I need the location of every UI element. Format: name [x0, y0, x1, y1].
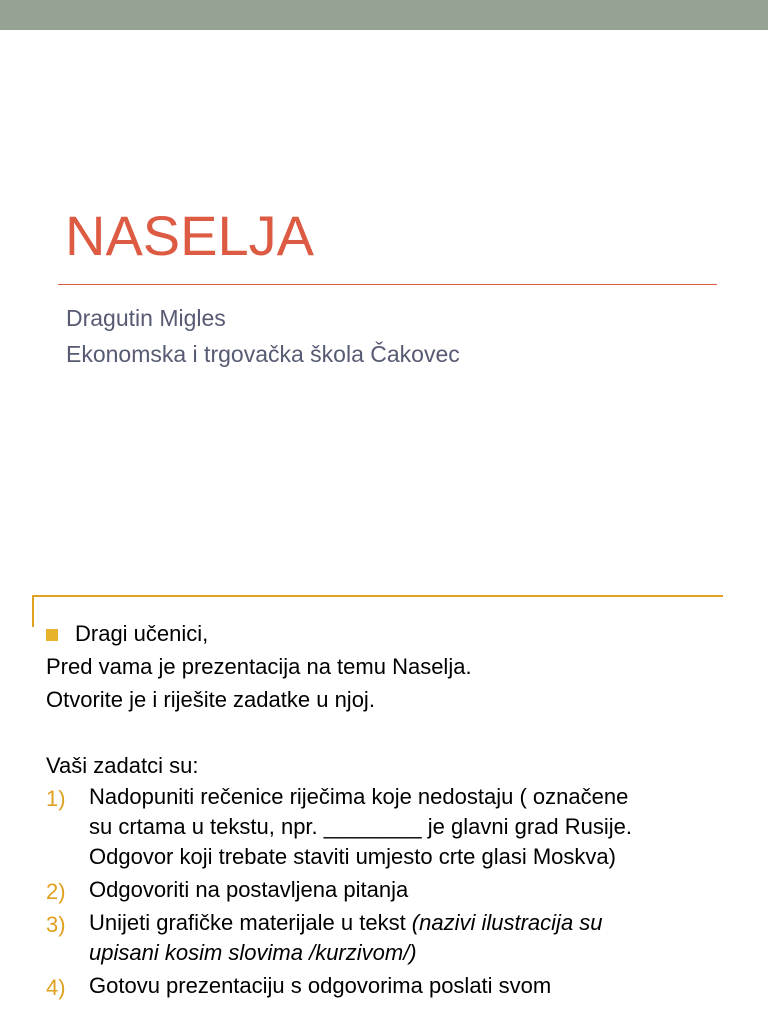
task-text-line: Nadopuniti rečenice riječima koje nedostaju ( označene: [89, 784, 629, 809]
task-text-line: su crtama u tekstu, npr. ________ je glavni grad Rusije.: [89, 814, 632, 839]
task-item-4: [46, 971, 736, 1001]
task-text-line: Gotovu prezentaciju s odgovorima poslati svom: [89, 973, 552, 998]
task-item-2: [46, 875, 736, 905]
task-text-italic: upisani kosim slovima /kurzivom/): [89, 940, 417, 965]
top-band: [0, 0, 768, 30]
instructions-slide: [0, 592, 768, 1024]
task-text-line: Odgovor koji trebate staviti umjesto crte glasi Moskva): [89, 844, 616, 869]
school-name: Ekonomska i trgovačka škola Čakovec: [66, 341, 460, 367]
slide-gap: [0, 578, 768, 592]
task-text-line: Odgovoriti na postavljena pitanja: [89, 877, 409, 902]
task-number: 4): [46, 975, 66, 1000]
task-text-line: [89, 908, 736, 938]
slide-subtitle: [66, 300, 460, 372]
task-text-italic: (nazivi ilustracija su: [411, 910, 603, 935]
task-text-plain: Unijeti grafičke materijale u tekst: [89, 910, 412, 935]
greeting-text: Dragi učenici,: [75, 621, 209, 646]
slide-left-border: [32, 595, 34, 627]
intro-line-2: Otvorite je i riješite zadatke u njoj.: [46, 687, 375, 712]
task-number: 1): [46, 786, 66, 811]
task-text-line: [89, 938, 736, 968]
task-item-3: [46, 908, 736, 968]
task-number: 2): [46, 879, 66, 904]
author-name: Dragutin Migles: [66, 305, 226, 331]
title-slide: [0, 30, 768, 578]
slide-top-border: [32, 595, 723, 597]
tasks-heading: Vaši zadatci su:: [46, 753, 199, 778]
instructions-content: [46, 617, 736, 1004]
slide-title: NASELJA: [65, 204, 314, 267]
title-divider: [58, 284, 717, 285]
paragraph-spacer: [46, 716, 736, 749]
intro-line-1: Pred vama je prezentacija na temu Naselja.: [46, 654, 472, 679]
square-bullet-icon: [46, 629, 58, 641]
greeting-line: [46, 617, 736, 650]
task-list: [46, 782, 736, 1001]
task-item-1: [46, 782, 736, 872]
task-number: 3): [46, 912, 66, 937]
